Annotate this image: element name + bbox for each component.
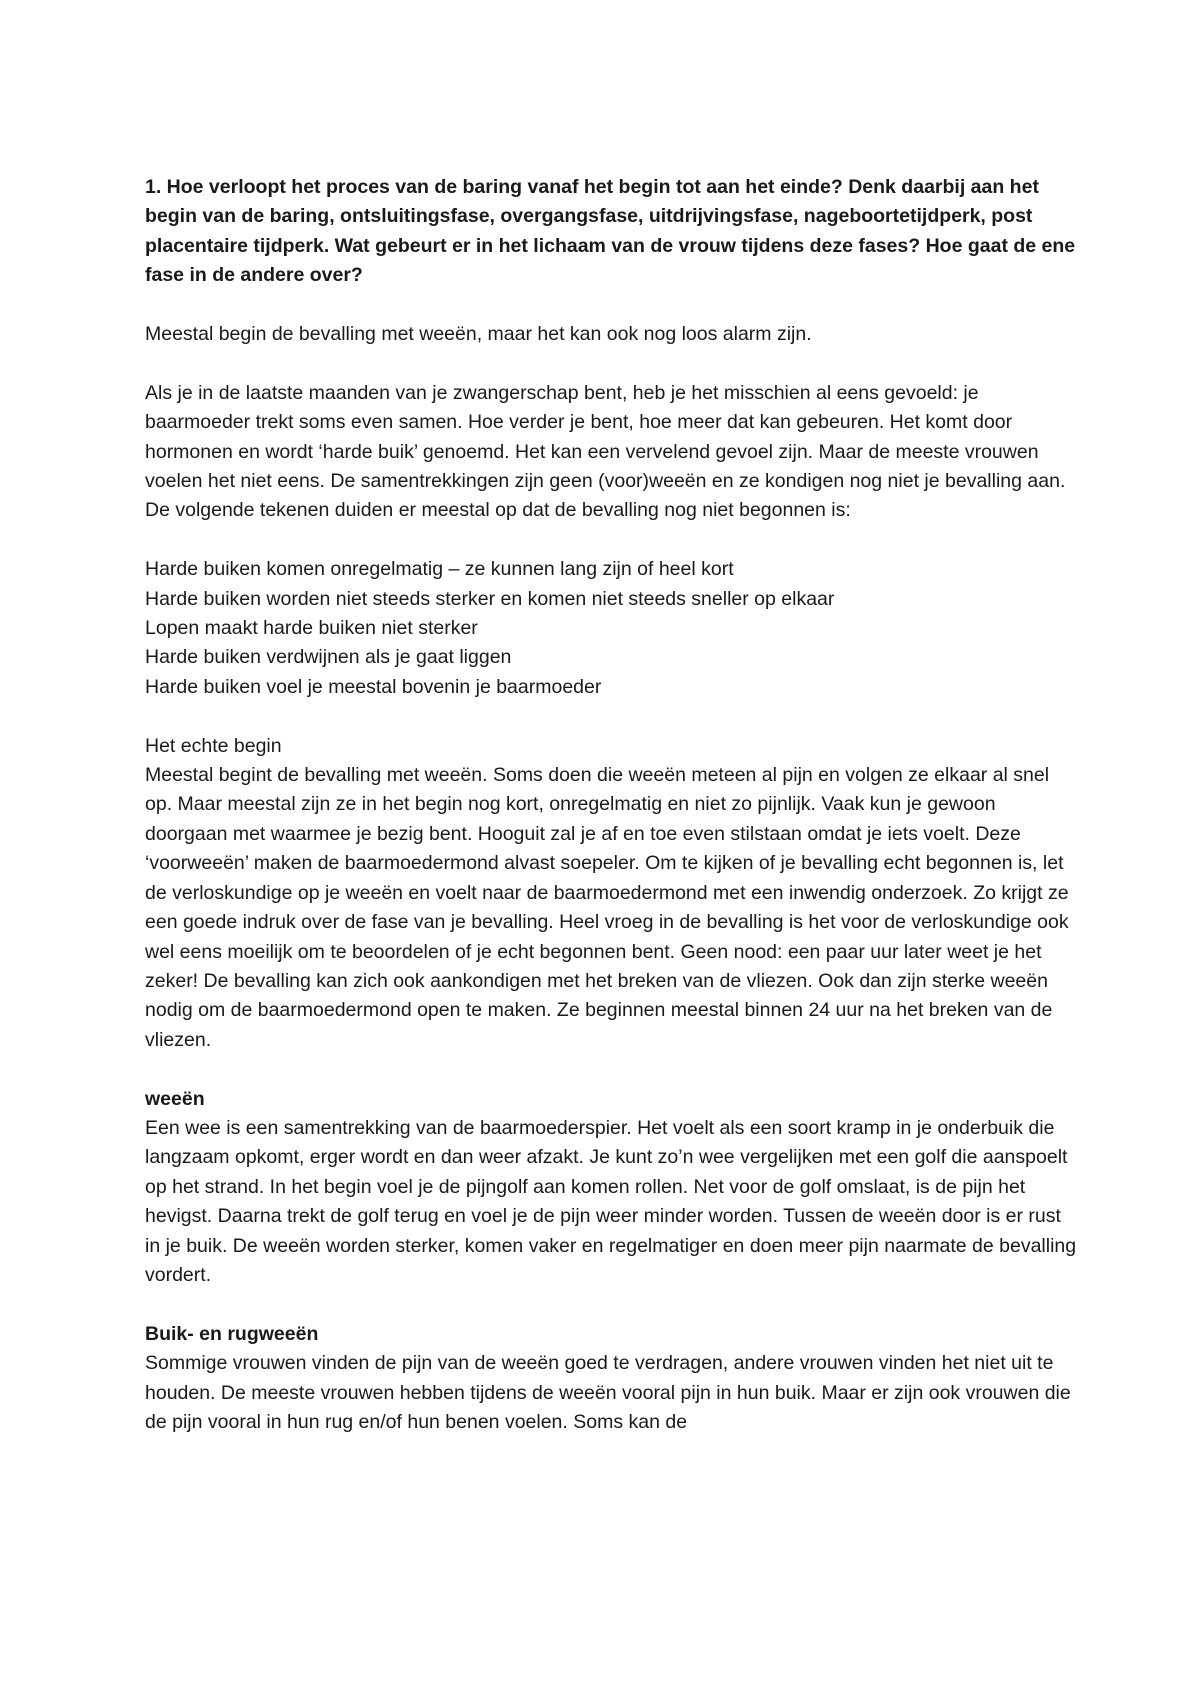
- section-body-weeen: Een wee is een samentrekking van de baarmoederspier. Het voelt als een soort kramp in je onderbuik die langzaam opkomt, erger wordt en dan weer afzakt. Je kunt zo’n wee vergelijken met een golf die aanspoelt op het strand. In het begin voel je de pijngolf aan komen rollen. Net voor de golf omslaat, is de pijn het hevigst. Daarna trekt de golf terug en voel je de pijn weer minder worden. Tussen de weeën door is er rust in je buik. De weeën worden sterker, komen vaker en regelmatiger en doen meer pijn naarmate de bevalling vordert.: [145, 1116, 1077, 1286]
- intro-paragraph: Meestal begin de bevalling met weeën, maar het kan ook nog loos alarm zijn.: [145, 323, 812, 346]
- list-item: Harde buiken komen onregelmatig – ze kunnen lang zijn of heel kort: [145, 558, 734, 581]
- signs-list: [145, 555, 1080, 702]
- document-body: [145, 173, 1080, 1467]
- section-body-buik-rugweeen: Sommige vrouwen vinden de pijn van de weeën goed te verdragen, andere vrouwen vinden het niet uit te houden. De meeste vrouwen hebben tijdens de weeën vooral pijn in hun buik. Maar er zijn ook vrouwen die de pijn vooral in hun rug en/of hun benen voelen. Soms kan de: [145, 1352, 1071, 1433]
- signs-intro: De volgende tekenen duiden er meestal op dat de bevalling nog niet begonnen is:: [145, 499, 851, 522]
- list-item: Harde buiken voel je meestal bovenin je baarmoeder: [145, 675, 602, 698]
- list-item: Lopen maakt harde buiken niet sterker: [145, 617, 478, 640]
- section-heading-buik-rugweeen: Buik- en rugweeën: [145, 1322, 319, 1345]
- section-heading-weeen: weeën: [145, 1087, 205, 1110]
- list-item: Harde buiken worden niet steeds sterker en komen niet steeds sneller op elkaar: [145, 587, 835, 610]
- question-heading: 1. Hoe verloopt het proces van de baring vanaf het begin tot aan het einde? Denk daarbij aan het begin van de baring, ontsluitingsfase, overgangsfase, uitdrijvingsfase, nageboortetijdperk, post placentaire tijdperk. Wat gebeurt er in het lichaam van de vrouw tijdens deze fases? Hoe gaat de ene fase in de andere over?: [145, 176, 1076, 287]
- section-body-echte-begin: Meestal begint de bevalling met weeën. Soms doen die weeën meteen al pijn en volgen ze elkaar al snel op. Maar meestal zijn ze in het begin nog kort, onregelmatig en niet zo pijnlijk. Vaak kun je gewoon doorgaan met waarmee je bezig bent. Hooguit zal je af en toe even stilstaan omdat je iets voelt. Deze ‘voorweeën’ maken de baarmoedermond alvast soepeler. Om te kijken of je bevalling echt begonnen is, let de verloskundige op je weeën en voelt naar de baarmoedermond met een inwendig onderzoek. Zo krijgt ze een goede indruk over de fase van je bevalling. Heel vroeg in de bevalling is het voor de verloskundige ook wel eens moeilijk om te beoordelen of je echt begonnen bent. Geen nood: een paar uur later weet je het zeker! De bevalling kan zich ook aankondigen met het breken van de vliezen. Ook dan zijn sterke weeën nodig om de baarmoedermond open te maken. Ze beginnen meestal binnen 24 uur na het breken van de vliezen.: [145, 764, 1069, 1051]
- section-heading-echte-begin: Het echte begin: [145, 734, 282, 757]
- harde-buik-paragraph: Als je in de laatste maanden van je zwangerschap bent, heb je het misschien al eens gevoeld: je baarmoeder trekt soms even samen. Hoe verder je bent, hoe meer dat kan gebeuren. Het komt door hormonen en wordt ‘harde buik’ genoemd. Het kan een vervelend gevoel zijn. Maar de meeste vrouwen voelen het niet eens. De samentrekkingen zijn geen (voor)weeën en ze kondigen nog niet je bevalling aan.: [145, 381, 1066, 493]
- list-item: Harde buiken verdwijnen als je gaat liggen: [145, 646, 512, 669]
